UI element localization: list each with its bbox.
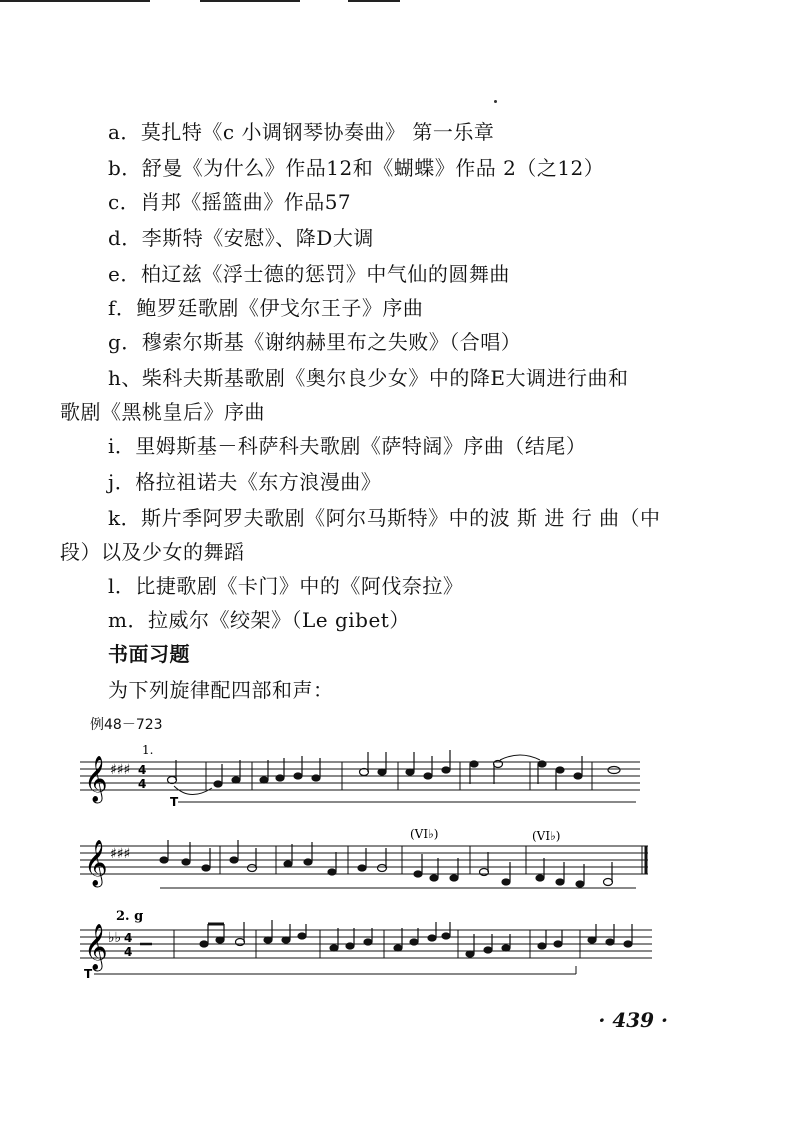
music-staff-3	[80, 906, 660, 986]
list-item-e: e．柏辽兹《浮士德的惩罚》中气仙的圆舞曲	[108, 262, 510, 286]
list-item-k: k．斯片季阿罗夫歌剧《阿尔马斯特》中的波 斯 进 行 曲（中	[108, 506, 661, 530]
section-heading: 书面习题	[108, 642, 190, 666]
melody-notes	[168, 750, 621, 790]
time-sig-top: 4	[138, 763, 147, 777]
list-item-j: j．格拉祖诺夫《东方浪漫曲》	[108, 470, 382, 494]
key-signature-icon: ♯♯♯	[110, 762, 131, 778]
chord-mark-2: (VI♭)	[532, 829, 561, 843]
exercise-number: 2. g	[116, 909, 144, 924]
music-staff-1	[80, 740, 660, 810]
instruction: 为下列旋律配四部和声：	[108, 678, 334, 702]
key-signature-icon: ♭♭	[108, 930, 122, 946]
list-item-h-cont: 歌剧《黑桃皇后》序曲	[60, 400, 265, 424]
list-item-c: c．肖邦《摇篮曲》作品57	[108, 190, 352, 214]
tempo-mark: T	[84, 967, 93, 981]
key-signature-icon: ♯♯♯	[110, 846, 131, 862]
exercise-number: 1.	[142, 743, 154, 757]
page-number: · 439 ·	[598, 1008, 668, 1032]
list-item-g: g．穆索尔斯基《谢纳赫里布之失败》（合唱）	[108, 330, 522, 354]
time-sig-bottom: 4	[124, 945, 133, 959]
list-item-a: a．莫扎特《c 小调钢琴协奏曲》 第一乐章	[108, 120, 495, 144]
treble-clef-icon: 𝄞	[84, 756, 108, 802]
tempo-mark: T	[170, 795, 179, 809]
list-item-l: l．比捷歌剧《卡门》中的《阿伐奈拉》	[108, 574, 464, 598]
top-rule	[200, 0, 300, 2]
list-item-k-cont: 段）以及少女的舞蹈	[60, 540, 245, 564]
example-label: 例48－723	[90, 717, 163, 733]
list-item-h: h、柴科夫斯基歌剧《奥尔良少女》中的降E大调进行曲和	[108, 366, 629, 390]
music-staff-2	[80, 824, 660, 904]
time-sig-top: 4	[124, 931, 133, 945]
list-item-i: i．里姆斯基－科萨科夫歌剧《萨特阔》序曲（结尾）	[108, 434, 587, 458]
top-rule	[0, 0, 150, 2]
list-item-m: m．拉威尔《绞架》（Le gibet）	[108, 608, 410, 632]
list-item-b: b．舒曼《为什么》作品12和《蝴蝶》作品 2（之12）	[108, 156, 605, 180]
treble-clef-icon: 𝄞	[84, 840, 108, 886]
treble-clef-icon: 𝄞	[84, 924, 108, 970]
time-sig-bottom: 4	[138, 777, 147, 791]
melody-notes	[160, 840, 613, 887]
print-speck	[494, 100, 497, 103]
list-item-f: f．鲍罗廷歌剧《伊戈尔王子》序曲	[108, 296, 424, 320]
chord-mark-1: (VI♭)	[410, 827, 439, 841]
list-item-d: d．李斯特《安慰》、降D大调	[108, 226, 374, 250]
top-rule	[348, 0, 400, 2]
